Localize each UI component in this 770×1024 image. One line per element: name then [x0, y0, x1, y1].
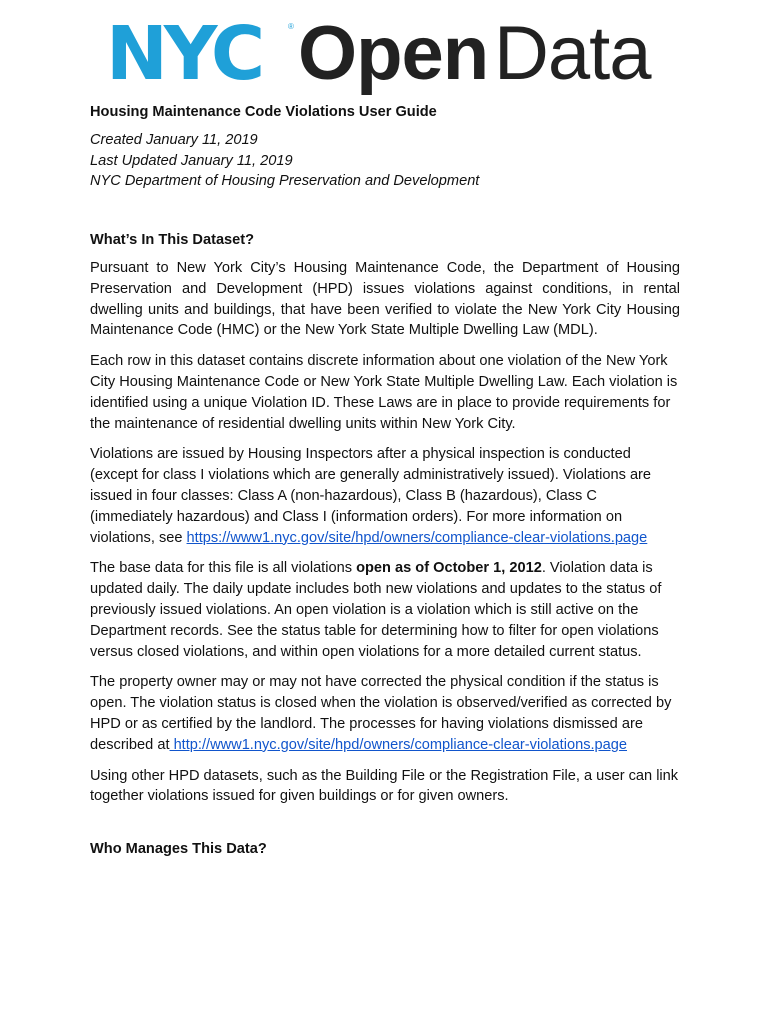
- department-name: NYC Department of Housing Preservation and Development: [90, 173, 480, 190]
- created-date: Created January 11, 2019: [90, 131, 258, 148]
- paragraph-intro: Pursuant to New York City’s Housing Maintenance Code, the Department of Housing Preservation and Development (HPD) issues violations against conditions, in rental dwelling units and buildings, that have been verified to violate the New York City Housing Maintenance Code (HMC) or the New York State Multiple Dwelling Law (MDL).: [90, 259, 680, 339]
- document-title: Housing Maintenance Code Violations User Guide: [90, 104, 437, 120]
- section-heading-management: Who Manages This Data?: [90, 841, 267, 858]
- logo-registered-mark: ®: [288, 22, 294, 31]
- paragraph-owner-status: [90, 672, 680, 755]
- section-heading-dataset: What’s In This Dataset?: [90, 232, 255, 249]
- paragraph-base-data: [90, 558, 680, 662]
- logo-open-wordmark: Open: [298, 11, 489, 96]
- compliance-link-1[interactable]: https://www1.nyc.gov/site/hpd/owners/compliance-clear-violations.page: [186, 529, 648, 546]
- logo-nyc-wordmark: NYC: [106, 11, 262, 97]
- nyc-open-data-logo: [106, 11, 666, 98]
- base-data-text-pre: The base data for this file is all violations: [90, 560, 357, 577]
- paragraph-other-datasets: Using other HPD datasets, such as the Building File or the Registration File, a user can link together violations issued for given buildings or for given owners.: [90, 767, 679, 805]
- base-data-date: open as of October 1, 2012: [356, 560, 542, 577]
- compliance-link-2[interactable]: http://www1.nyc.gov/site/hpd/owners/compliance-clear-violations.page: [169, 736, 628, 753]
- logo-data-wordmark: Data: [494, 11, 651, 96]
- owner-status-text: The property owner may or may not have corrected the physical condition if the status is open. The violation status is closed when the violation is observed/verified as corrected by HPD or as certified by the landlord. The processes for having violations dismissed are described at: [90, 674, 672, 753]
- paragraph-violation-classes: [90, 444, 680, 548]
- document-body: [90, 102, 680, 860]
- paragraph-row-description: Each row in this dataset contains discrete information about one violation of the New York City Housing Maintenance Code or New York State Multiple Dwelling Law. Each violation is identified using a unique Violation ID. These Laws are in place to provide requirements for the maintenance of residential dwelling units within New York City.: [90, 353, 678, 432]
- updated-date: Last Updated January 11, 2019: [90, 152, 293, 169]
- paragraph-violation-classes-text: Violations are issued by Housing Inspectors after a physical inspection is conducted (except for class I violations which are generally administratively issued). Violations are issued in four classes: Class A (non-hazardous), Class B (hazardous), Class C (immediately hazardous) and Class I (information orders). For more information on violations, see: [90, 446, 652, 546]
- base-data-text-post: . Violation data is updated daily. The daily update includes both new violations and updates to the status of previously issued violations. An open violation is a violation which is still active on the Department records. See the status table for determining how to filter for open violations versus closed violations, and within open violations for a more detailed current status.: [90, 560, 662, 660]
